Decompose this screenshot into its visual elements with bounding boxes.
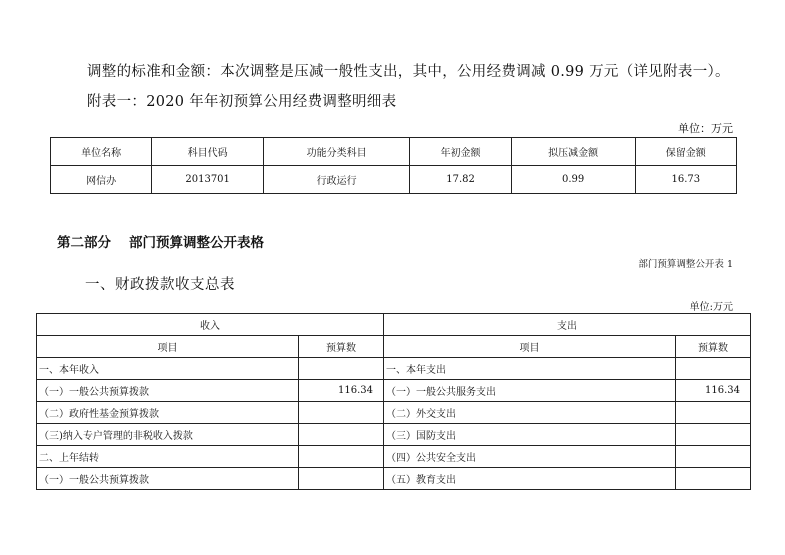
income-value xyxy=(299,468,384,490)
subsection-title: 一、财政拨款收支总表 xyxy=(85,277,235,293)
table-row xyxy=(37,424,751,446)
income-value xyxy=(299,446,384,468)
expense-item: （四）公共安全支出 xyxy=(384,446,676,468)
fiscal-summary-table xyxy=(36,313,751,490)
table-row xyxy=(37,358,751,380)
adjustment-paragraph: 调整的标准和金额：本次调整是压减一般性支出，其中，公用经费调减 0.99 万元（详见附表一）。 xyxy=(87,64,730,80)
header-cell: 保留金额 xyxy=(635,138,736,166)
income-item-header: 项目 xyxy=(37,336,299,358)
income-budget-header: 预算数 xyxy=(299,336,384,358)
expense-budget-header: 预算数 xyxy=(676,336,751,358)
header-cell: 拟压减金额 xyxy=(511,138,635,166)
table-cell: 16.73 xyxy=(635,166,736,194)
income-header: 收入 xyxy=(37,314,384,336)
income-item: 二、上年结转 xyxy=(37,446,299,468)
table-row xyxy=(51,166,737,194)
income-value xyxy=(299,402,384,424)
header-cell: 科目代码 xyxy=(152,138,264,166)
expense-item: 一、本年支出 xyxy=(384,358,676,380)
table1-unit: 单位：万元 xyxy=(678,122,733,135)
table-row xyxy=(37,468,751,490)
table-number: 部门预算调整公开表 1 xyxy=(638,259,733,270)
expense-value xyxy=(676,446,751,468)
table-cell: 0.99 xyxy=(511,166,635,194)
table-cell: 17.82 xyxy=(410,166,511,194)
expense-value xyxy=(676,468,751,490)
appendix-title: 附表一：2020 年年初预算公用经费调整明细表 xyxy=(87,94,397,110)
income-value: 116.34 xyxy=(299,380,384,402)
expense-value xyxy=(676,402,751,424)
section-title: 部门预算调整公开表格 xyxy=(129,235,264,251)
expense-value xyxy=(676,358,751,380)
income-value xyxy=(299,424,384,446)
expense-item: （三）国防支出 xyxy=(384,424,676,446)
table-cell: 2013701 xyxy=(152,166,264,194)
table-cell: 行政运行 xyxy=(263,166,409,194)
section-heading xyxy=(57,231,264,251)
table2-unit: 单位:万元 xyxy=(689,302,733,313)
expense-item-header: 项目 xyxy=(384,336,676,358)
section-part: 第二部分 xyxy=(57,235,111,251)
table-row xyxy=(37,380,751,402)
table-row xyxy=(37,402,751,424)
income-value xyxy=(299,358,384,380)
header-cell: 功能分类科目 xyxy=(263,138,409,166)
expense-item: （五）教育支出 xyxy=(384,468,676,490)
expense-item: （一）一般公共服务支出 xyxy=(384,380,676,402)
income-item: （二）政府性基金预算拨款 xyxy=(37,402,299,424)
public-expense-adjustment-table xyxy=(50,137,737,194)
income-item: （一）一般公共预算拨款 xyxy=(37,380,299,402)
income-item: 一、本年收入 xyxy=(37,358,299,380)
expense-value: 116.34 xyxy=(676,380,751,402)
header-cell: 年初金额 xyxy=(410,138,511,166)
income-item: （三)纳入专户管理的非税收入拨款 xyxy=(37,424,299,446)
expense-item: （二）外交支出 xyxy=(384,402,676,424)
table-group-header-row xyxy=(37,314,751,336)
header-cell: 单位名称 xyxy=(51,138,152,166)
expense-value xyxy=(676,424,751,446)
income-item: （一）一般公共预算拨款 xyxy=(37,468,299,490)
table-header-row xyxy=(37,336,751,358)
table-header-row xyxy=(51,138,737,166)
table-row xyxy=(37,446,751,468)
table-cell: 网信办 xyxy=(51,166,152,194)
expense-header: 支出 xyxy=(384,314,751,336)
